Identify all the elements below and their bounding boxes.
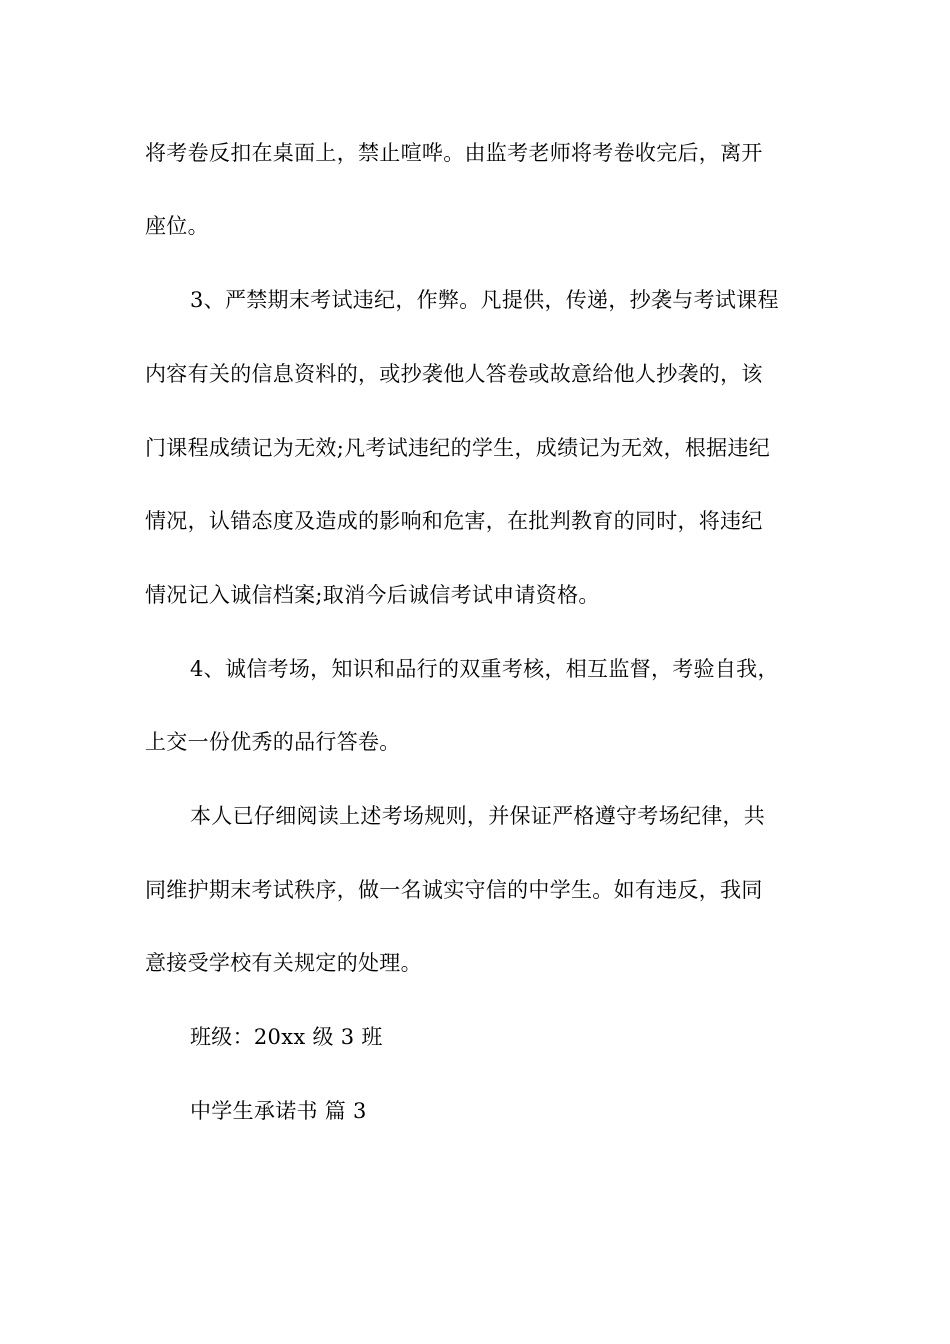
text-line: 本人已仔细阅读上述考场规则，并保证严格遵守考场纪律，共 xyxy=(190,804,766,828)
text-line: 情况，认错态度及造成的影响和危害，在批判教育的同时，将违纪 xyxy=(145,509,763,533)
class-line: 班级：20xx 级 3 班 xyxy=(190,1025,383,1049)
text-line: 3、严禁期末考试违纪，作弊。凡提供，传递，抄袭与考试课程 xyxy=(190,288,779,312)
text-line: 内容有关的信息资料的，或抄袭他人答卷或故意给他人抄袭的，该 xyxy=(145,362,763,386)
text-line: 情况记入诚信档案;取消今后诚信考试申请资格。 xyxy=(145,583,600,607)
text-line: 同维护期末考试秩序，做一名诚实守信的中学生。如有违反，我同 xyxy=(145,878,763,902)
text-line: 将考卷反扣在桌面上，禁止喧哗。由监考老师将考卷收完后，离开 xyxy=(145,141,763,165)
text-line: 座位。 xyxy=(145,214,209,238)
text-line: 门课程成绩记为无效;凡考试违纪的学生，成绩记为无效，根据违纪 xyxy=(145,436,771,460)
text-line: 意接受学校有关规定的处理。 xyxy=(145,951,422,975)
text-line: 4、诚信考场，知识和品行的双重考核，相互监督，考验自我， xyxy=(190,657,779,681)
text-line: 上交一份优秀的品行答卷。 xyxy=(145,730,401,754)
section-heading: 中学生承诺书 篇 3 xyxy=(190,1099,367,1123)
